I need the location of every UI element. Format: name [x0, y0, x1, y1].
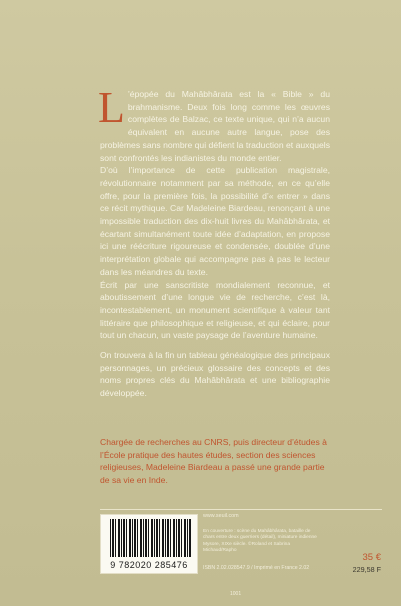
footer-mark: 1001 [230, 591, 242, 597]
publisher-website: www.seuil.com [203, 513, 239, 519]
divider-line [100, 509, 382, 510]
barcode-number: 9 782020 285476 [110, 560, 188, 570]
paragraph-1 [98, 83, 330, 164]
barcode-bars [110, 519, 192, 557]
paragraph-1-text: ’épopée du Mahâbhârata est la « Bible » du brahmanisme. Deux fois long comme les œuvres complètes de Balzac, ce texte unique, qui n’a aucun équivalent en aucune autre langue, pose des problèmes sans nombre qui défient la traduction et auxquels sont confrontés les indianistes du monde entier. [100, 89, 330, 163]
author-bio: Chargée de recherches au CNRS, puis directeur d’études à l’École pratique des hautes études, section des sciences religieuses, Madeleine Biardeau a passé une grande partie de sa vie en Inde. [100, 437, 327, 486]
drop-cap: L [98, 83, 125, 132]
cover-credits: En couverture : scène du Mahâbhârata, bataille de chars entre deux guerriers (détail), miniature indienne Mysore, XIXe siècle. ©Roland et Sabrina Michaud/Rapho [203, 529, 317, 553]
isbn-line: ISBN 2.02.028547.9 / Imprimé en France 2.02 [203, 565, 310, 571]
blurb-text [98, 83, 330, 400]
paragraph-4: On trouvera à la fin un tableau généalogique des principaux personnages, un précieux glossaire des concepts et des noms propres clés du Mahâbhârata et une bibliographie développée. [100, 350, 330, 399]
price-euro: 35 € [362, 552, 381, 563]
paragraph-2: D’où l’importance de cette publication magistrale, révolutionnaire notamment par sa méthode, en ce qu’elle offre, pour la première fois, la possibilité d’« entrer » dans ce récit mythique. Car Madeleine Biardeau, renonçant à une impossible traduction des dix-huit livres du Mahâbhârata, et écartant simultanément toute idée d’adaptation, en propose ici une réécriture rigoureuse et condensée, doublée d’une interprétation globale qui accompagne pas à pas le lecteur dans les méandres du texte. [100, 165, 330, 277]
paragraph-3: Écrit par une sanscritiste mondialement reconnue, et aboutissement d’une longue vie de recherche, c’est là, incontestablement, un monument scientifique à valeur tant littéraire que philosophique et religieuse, et qui éclaire, pour tout un chacun, un vaste paysage de l’aventure humaine. [100, 279, 330, 341]
barcode [100, 514, 198, 574]
price-francs: 229,58 F [352, 565, 381, 574]
